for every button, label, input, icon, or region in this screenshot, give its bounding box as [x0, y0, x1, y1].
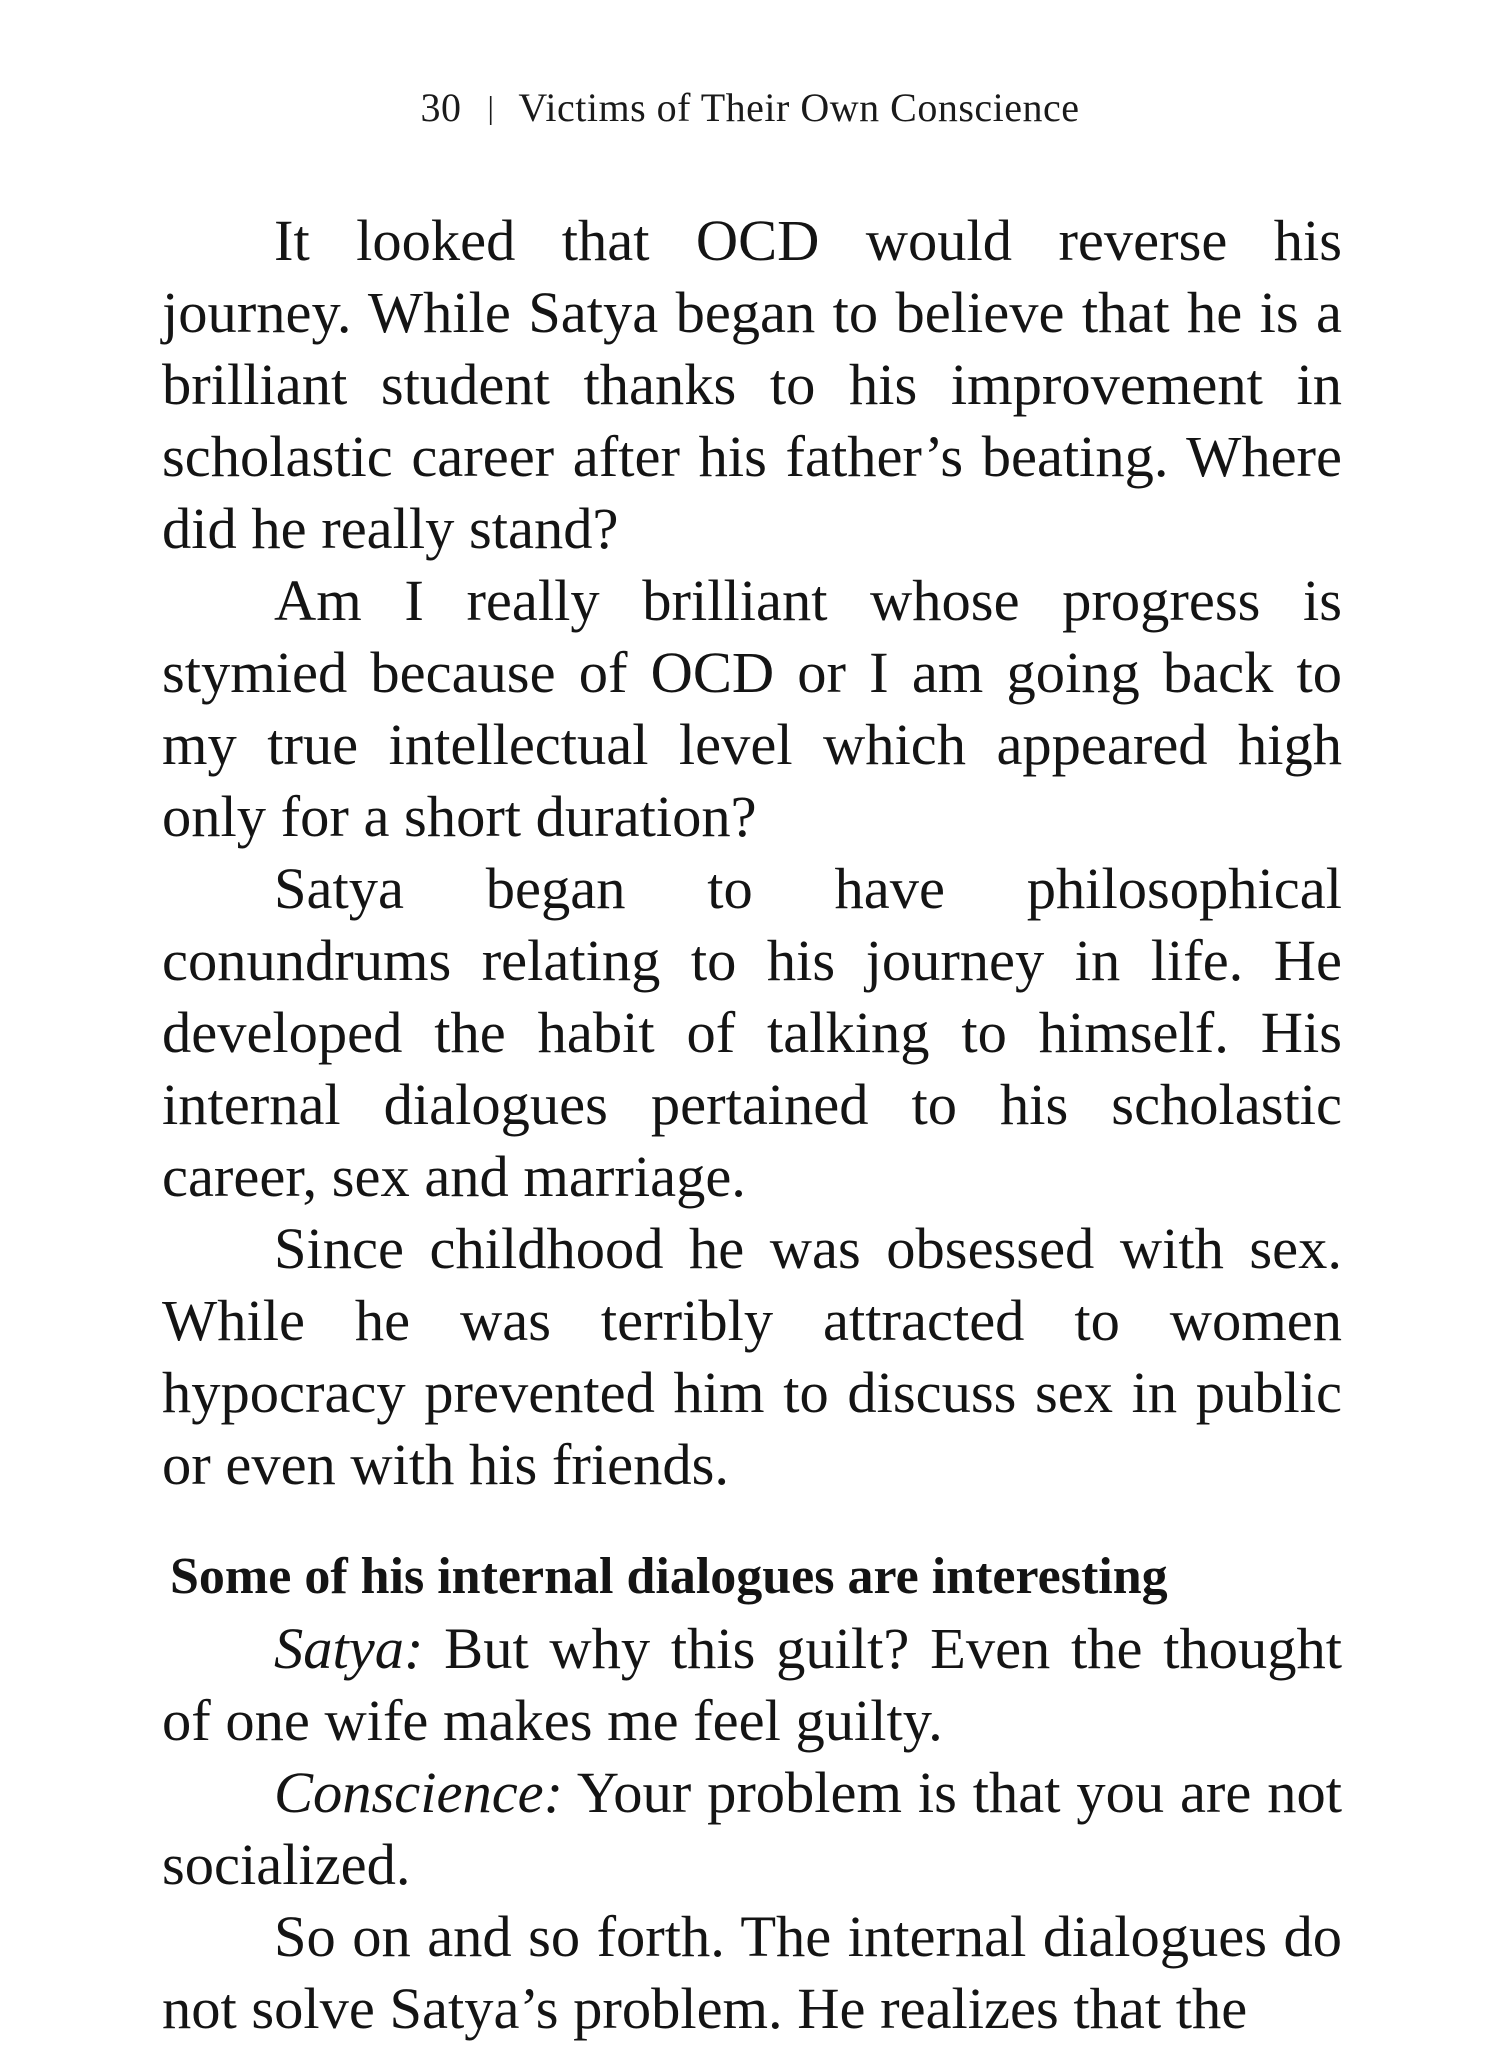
section-heading: Some of his internal dialogues are interesting	[170, 1548, 1168, 1605]
dialogue-speaker: Satya:	[274, 1616, 424, 1681]
paragraph-childhood-obsession: Since childhood he was obsessed with sex. While he was terribly attracted to women hypocracy prevented him to discuss sex in public or even with his friends.	[162, 1216, 1342, 1497]
dialogue-satya	[162, 1613, 1342, 1757]
body-text	[162, 205, 1342, 2045]
book-title: Victims of Their Own Conscience	[518, 85, 1080, 130]
paragraph-am-i-brilliant: Am I really brilliant whose progress is stymied because of OCD or I am going back to my true intellectual level which appeared high only for a short duration?	[162, 568, 1342, 849]
paragraph-ocd-journey: It looked that OCD would reverse his journey. While Satya began to believe that he is a brilliant student thanks to his improvement in scholastic career after his father’s beating. Where did he really stand?	[162, 208, 1342, 561]
dialogue-text: Your problem is that you are not socialized.	[162, 1760, 1342, 1897]
paragraph-closing: So on and so forth. The internal dialogues do not solve Satya’s problem. He realizes that the	[162, 1904, 1342, 2041]
running-head	[0, 84, 1500, 134]
dialogue-conscience	[162, 1757, 1342, 1901]
dialogue-text: But why this guilt? Even the thought of one wife makes me feel guilty.	[162, 1616, 1342, 1753]
paragraph-philosophical-conundrums: Satya began to have philosophical conundrums relating to his journey in life. He developed the habit of talking to himself. His internal dialogues pertained to his scholastic career, sex and marriage.	[162, 856, 1342, 1209]
header-separator: |	[487, 89, 495, 125]
page-number: 30	[420, 85, 462, 130]
dialogue-speaker: Conscience:	[274, 1760, 564, 1825]
